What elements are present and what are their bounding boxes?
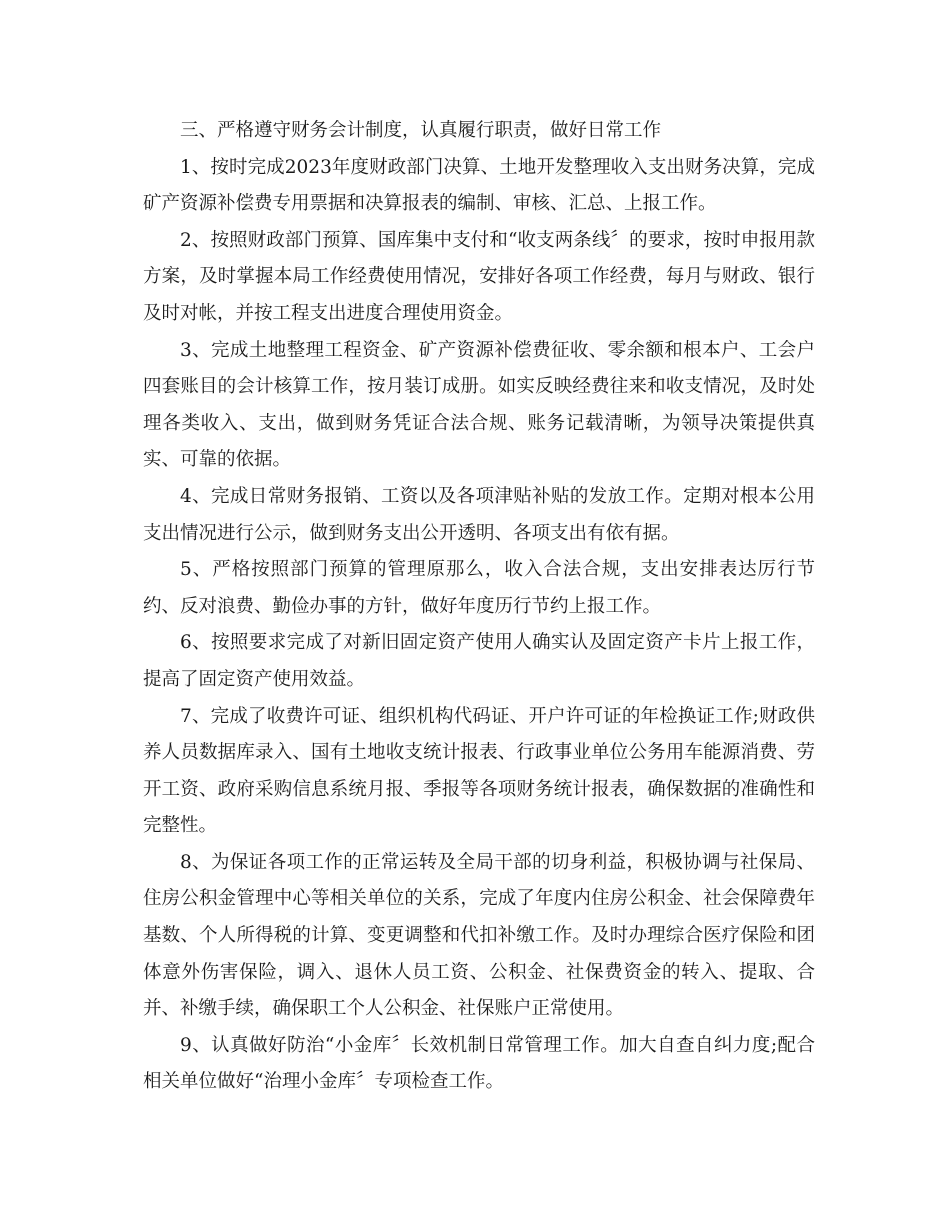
section-heading: 三、严格遵守财务会计制度，认真履行职责，做好日常工作 — [180, 120, 662, 141]
paragraph-4: 4、完成日常财务报销、工资以及各项津贴补贴的发放工作。定期对根本公用支出情况进行公示，做到财务支出公开透明、各项支出有依有据。 — [143, 485, 815, 544]
paragraph-2: 2、按照财政部门预算、国库集中支付和“收支两条线〞的要求，按时申报用款方案，及时掌握本局工作经费使用情况，安排好各项工作经费，每月与财政、银行及时对帐，并按工程支出进度合理使用资金。 — [143, 229, 815, 324]
paragraph-3: 3、完成土地整理工程资金、矿产资源补偿费征收、零余额和根本户、工会户四套账目的会计核算工作，按月装订成册。如实反映经费往来和收支情况，及时处理各类收入、支出，做到财务凭证合法合规、账务记载清晰，为领导决策提供真实、可靠的依据。 — [143, 339, 815, 471]
paragraph-5: 5、严格按照部门预算的管理原那么，收入合法合规，支出安排表达厉行节约、反对浪费、勤俭办事的方针，做好年度历行节约上报工作。 — [143, 559, 815, 617]
paragraph-6: 6、按照要求完成了对新旧固定资产使用人确实认及固定资产卡片上报工作，提高了固定资产使用效益。 — [143, 632, 815, 690]
paragraph-7: 7、完成了收费许可证、组织机构代码证、开户许可证的年检换证工作;财政供养人员数据库录入、国有土地收支统计报表、行政事业单位公务用车能源消费、劳开工资、政府采购信息系统月报、季报等各项财务统计报表，确保数据的准确性和完整性。 — [143, 705, 815, 837]
paragraph-9: 9、认真做好防治“小金库〞长效机制日常管理工作。加大自查自纠力度;配合相关单位做好“治理小金库〞专项检查工作。 — [143, 1034, 815, 1093]
paragraph-1: 1、按时完成2023年度财政部门决算、土地开发整理收入支出财务决算，完成矿产资源补偿费专用票据和决算报表的编制、审核、汇总、上报工作。 — [143, 156, 815, 215]
document-body — [143, 113, 815, 1101]
paragraph-8: 8、为保证各项工作的正常运转及全局干部的切身利益，积极协调与社保局、住房公积金管理中心等相关单位的关系，完成了年度内住房公积金、社会保障费年基数、个人所得税的计算、变更调整和代扣补缴工作。及时办理综合医疗保险和团体意外伤害保险，调入、退休人员工资、公积金、社保费资金的转入、提取、合并、补缴手续，确保职工个人公积金、社保账户正常使用。 — [143, 851, 815, 1020]
